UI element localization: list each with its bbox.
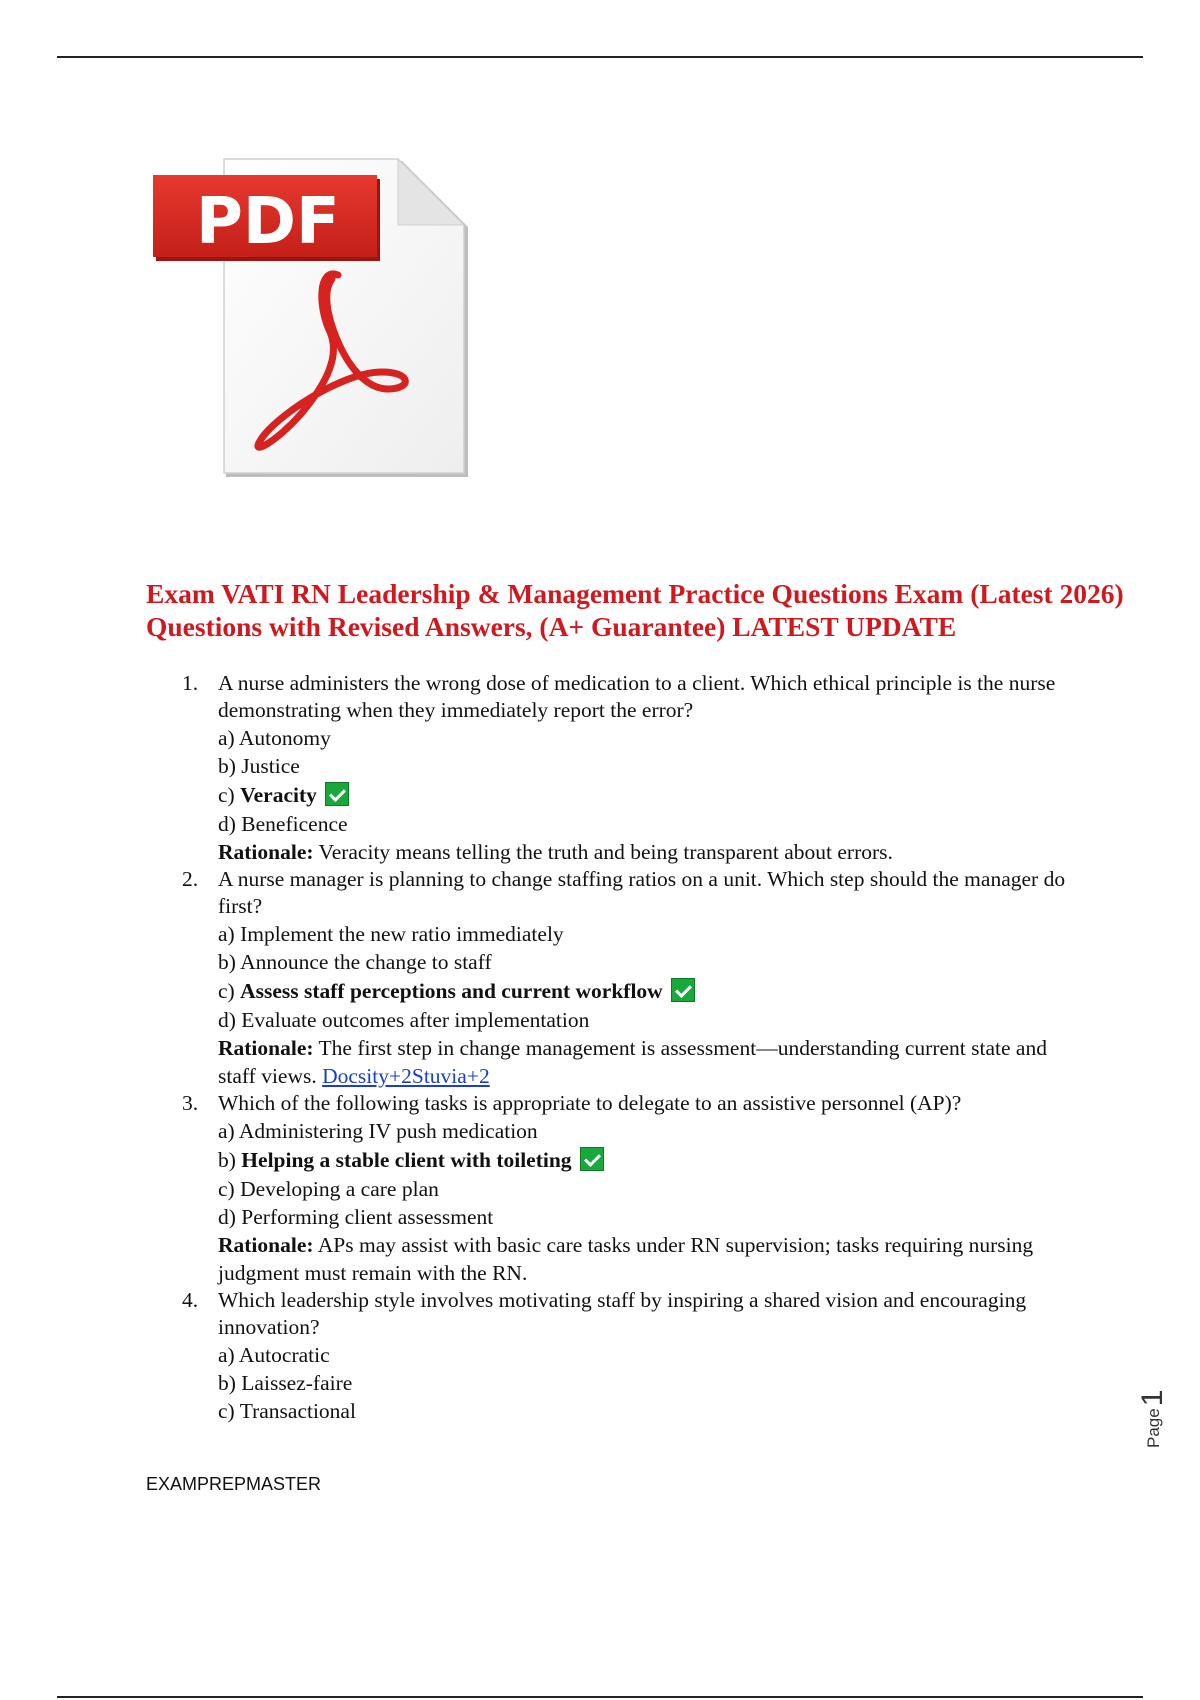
answer-option: a) Implement the new ratio immediately: [218, 922, 564, 946]
page-label: Page: [1144, 1408, 1163, 1448]
answer-option: c) Developing a care plan: [218, 1177, 439, 1201]
question-item: [176, 670, 1076, 866]
document-title: Exam VATI RN Leadership & Management Practice Questions Exam (Latest 2026) Questions with Revised Answers, (A+ Guarantee) LATEST UPDATE: [146, 578, 1124, 642]
rationale-label: Rationale:: [218, 1036, 314, 1060]
answer-option: a) Administering IV push medication: [218, 1119, 538, 1143]
check-mark-icon: [671, 978, 695, 1002]
answer-option: d) Evaluate outcomes after implementation: [218, 1008, 590, 1032]
pdf-badge-text: PDF: [196, 185, 340, 259]
source-link[interactable]: Docsity+2Stuvia+2: [322, 1064, 490, 1088]
question-text: Which of the following tasks is appropriate to delegate to an assistive personnel (AP)?: [218, 1091, 962, 1115]
rationale-text: APs may assist with basic care tasks under RN supervision; tasks requiring nursing judgment must remain with the RN.: [218, 1233, 1034, 1285]
question-number: 2.: [182, 867, 199, 891]
answer-option: b) Justice: [218, 754, 300, 778]
answer-option: b) Announce the change to staff: [218, 950, 492, 974]
question-number: 3.: [182, 1091, 199, 1115]
pdf-file-icon: [150, 157, 468, 477]
rationale-label: Rationale:: [218, 840, 314, 864]
question-number: 1.: [182, 671, 199, 695]
correct-answer-option: b) Helping a stable client with toileting: [218, 1145, 1076, 1175]
page-number-value: 1: [1136, 1389, 1169, 1407]
rationale: [218, 1034, 1076, 1090]
answer-option: a) Autonomy: [218, 726, 331, 750]
correct-answer-option: c) Veracity: [218, 780, 1076, 810]
answer-option: d) Performing client assessment: [218, 1205, 494, 1229]
header-rule: [57, 56, 1143, 58]
answer-option: c) Transactional: [218, 1399, 356, 1423]
rationale: [218, 838, 1076, 866]
rationale-label: Rationale:: [218, 1233, 314, 1257]
answer-option: a) Autocratic: [218, 1343, 330, 1367]
question-item: [176, 1287, 1076, 1425]
question-list: [176, 670, 1076, 1425]
question-item: [176, 1090, 1076, 1287]
check-mark-icon: [580, 1147, 604, 1171]
rationale: [218, 1231, 1076, 1287]
footer-rule: [57, 1696, 1143, 1698]
question-text: Which leadership style involves motivating staff by inspiring a shared vision and encouraging innovation?: [218, 1288, 1027, 1339]
question-text: A nurse manager is planning to change staffing ratios on a unit. Which step should the manager do first?: [218, 867, 1066, 918]
question-item: [176, 866, 1076, 1090]
check-mark-icon: [325, 782, 349, 806]
correct-answer-option: c) Assess staff perceptions and current workflow: [218, 976, 1076, 1006]
answer-option: b) Laissez-faire: [218, 1371, 353, 1395]
page-number: [1136, 1368, 1169, 1448]
footer-brand: EXAMPREPMASTER: [146, 1474, 322, 1494]
question-number: 4.: [182, 1288, 199, 1312]
question-text: A nurse administers the wrong dose of medication to a client. Which ethical principle is the nurse demonstrating when they immediately report the error?: [218, 671, 1056, 722]
answer-option: d) Beneficence: [218, 812, 348, 836]
rationale-text: Veracity means telling the truth and being transparent about errors.: [318, 840, 893, 864]
rationale-text: The first step in change management is assessment—understanding current state and staff views.: [218, 1036, 1047, 1088]
